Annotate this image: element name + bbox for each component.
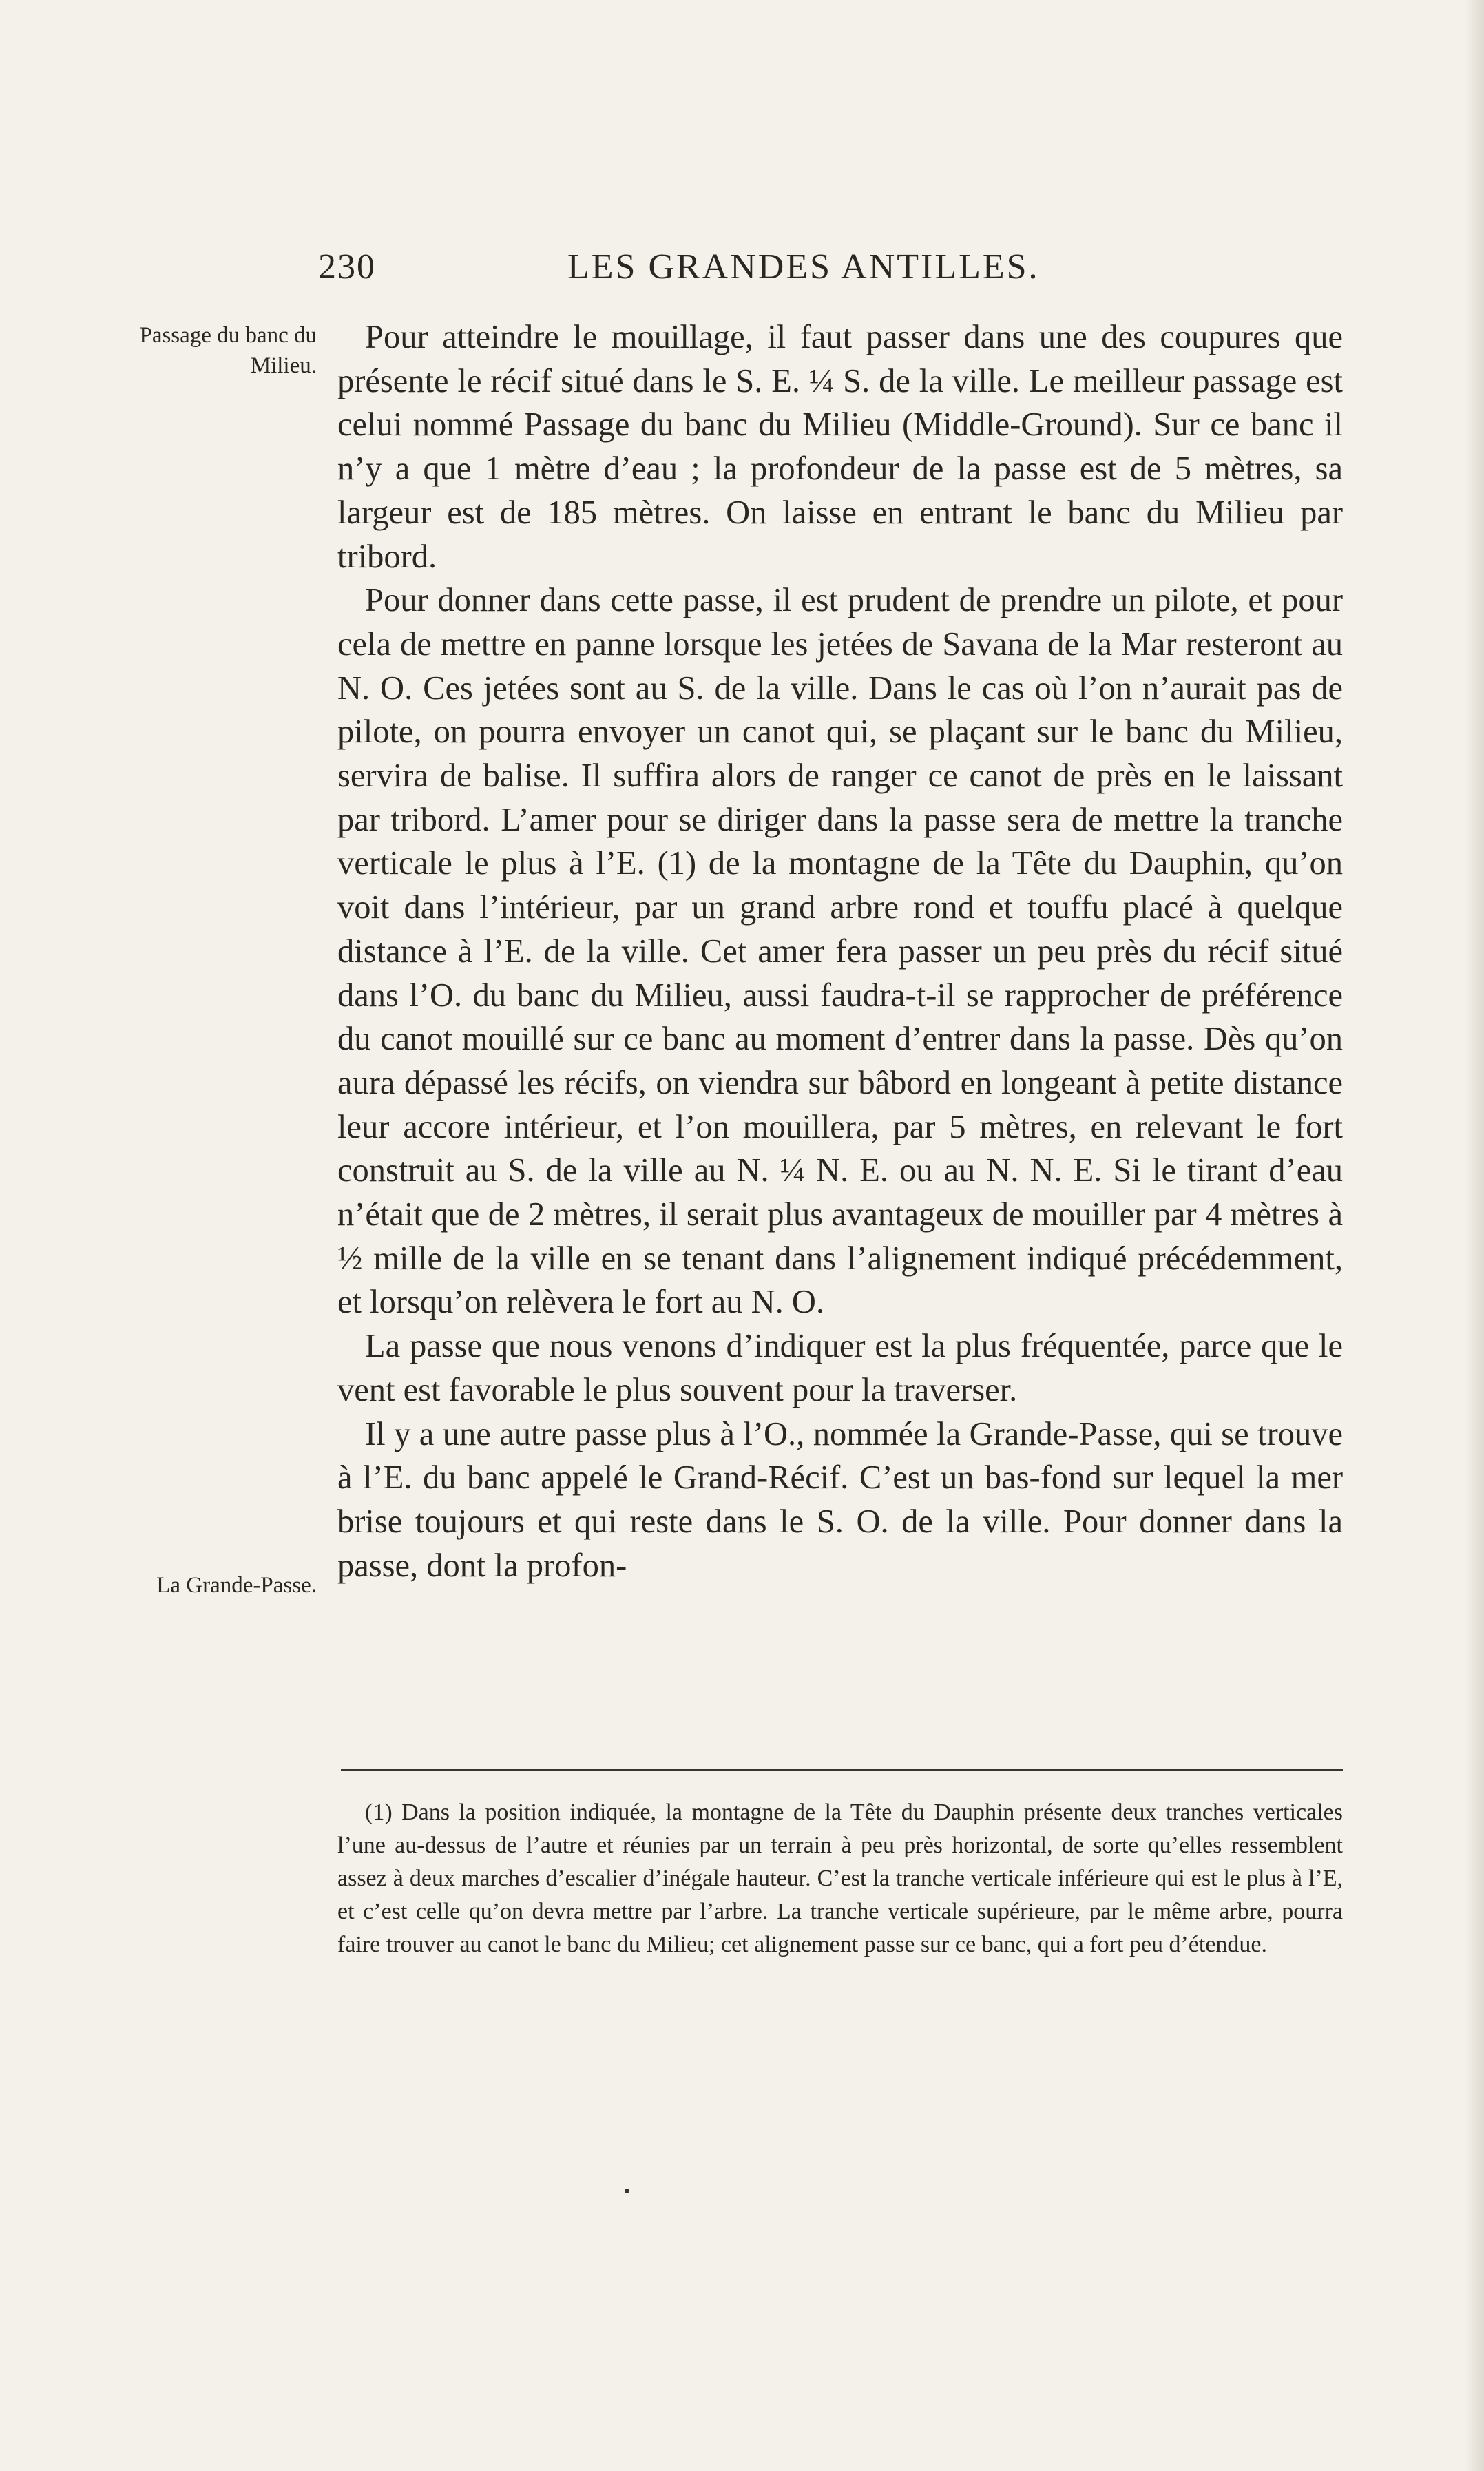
footnote: (1) Dans la position indiquée, la montagne de la Tête du Dauphin présente deux tranches verticales l’une au-dessus de l’autre et réunies par un terrain à peu près horizontal, de sorte qu’elles ressemblent assez à deux marches d’escalier d’inégale hauteur. C’est la tranche verticale inférieure qui est le plus à l’E, et c’est celle qu’on devra mettre par l’arbre. La tranche verticale supérieure, par le même arbre, pourra faire trouver au canot le banc du Milieu; cet alignement passe sur ce banc, qui a fort peu d’étendue. <box>337 1800 1343 1957</box>
margin-note-grande-passe: La Grande-Passe. <box>156 1573 317 1598</box>
page-edge-shadow <box>1465 0 1484 2471</box>
paragraph-pilote: Pour donner dans cette passe, il est prudent de prendre un pilote, et pour cela de mettre en panne lorsque les jetées de Savana de la Mar resteront au N. O. Ces jetées sont au S. de la ville. Dans le cas où l’on n’aurait pas de pilote, on pourra envoyer un canot qui, se plaçant sur le banc du Milieu, servira de balise. Il suffira alors de ranger ce canot de près en le laissant par tribord. L’amer pour se diriger dans la passe sera de mettre la tranche verticale le plus à l’E. (1) de la montagne de la Tête du Dauphin, qu’on voit dans l’intérieur, par un grand arbre rond et touffu placé à quelque distance à l’E. de la ville. Cet amer fera passer un peu près du récif situé dans l’O. du banc du Milieu, aussi faudra-t-il se rapprocher de préférence du canot mouillé sur ce banc au moment d’entrer dans la passe. Dès qu’on aura dépassé les récifs, on viendra sur bâbord en longeant à petite distance leur accore intérieur, et l’on mouillera, par 5 mètres, en relevant le fort construit au S. de la ville au N. ¼ N. E. ou au N. N. E. Si le tirant d’eau n’était que de 2 mètres, il serait plus avantageux de mouiller par 4 mètres à ½ mille de la ville en se tenant dans l’alignement indiqué précédemment, et lorsqu’on relèvera le fort au N. O. <box>337 582 1343 1321</box>
page-number: 230 <box>318 247 376 286</box>
body-text <box>337 315 1343 1587</box>
running-title: LES GRANDES ANTILLES. <box>567 247 1040 286</box>
footnote-rule <box>341 1769 1343 1771</box>
paragraph-passe-frequentee: La passe que nous venons d’indiquer est la plus fréquentée, parce que le vent est favorable le plus souvent pour la traverser. <box>337 1328 1343 1408</box>
running-head <box>318 247 1341 295</box>
ink-speck <box>625 2189 629 2193</box>
paragraph-grande-passe: Il y a une autre passe plus à l’O., nommée la Grande-Passe, qui se trouve à l’E. du banc appelé le Grand-Récif. C’est un bas-fond sur lequel la mer brise toujours et qui reste dans le S. O. de la ville. Pour donner dans la passe, dont la profon- <box>337 1415 1343 1584</box>
paragraph-passage-banc: Pour atteindre le mouillage, il faut passer dans une des coupures que présente le récif situé dans le S. E. ¼ S. de la ville. Le meilleur passage est celui nommé Passage du banc du Milieu (Middle-Ground). Sur ce banc il n’y a que 1 mètre d’eau ; la profondeur de la passe est de 5 mètres, sa largeur est de 185 mètres. On laisse en entrant le banc du Milieu par tribord. <box>337 319 1343 575</box>
margin-note-passage-banc-milieu: Passage du banc du Milieu. <box>139 323 317 378</box>
